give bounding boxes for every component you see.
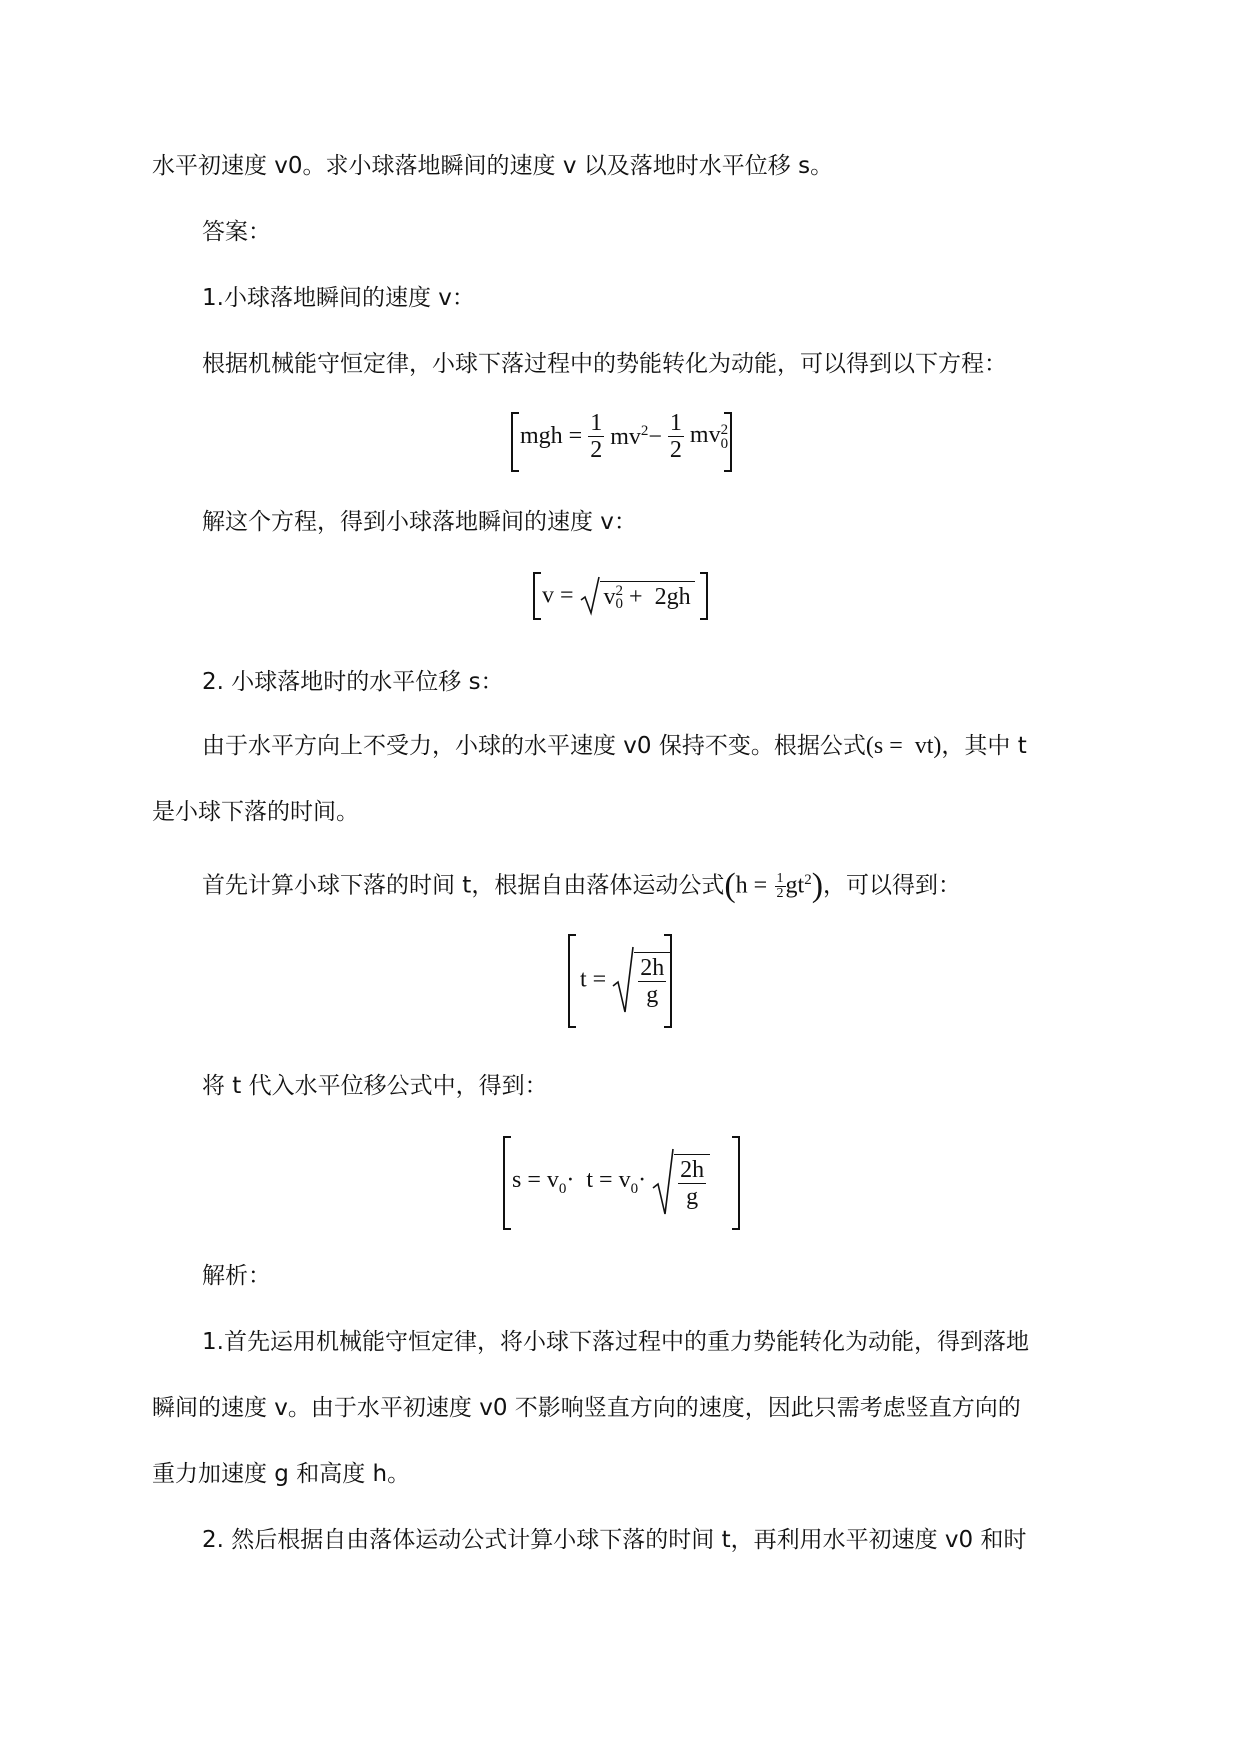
analysis-1-line-2: 瞬间的速度 v。由于水平初速度 v0 不影响竖直方向的速度，因此只需考虑竖直方向的 — [152, 1395, 1021, 1421]
sqrt-symbol — [652, 1148, 674, 1216]
sqrt-symbol — [580, 576, 600, 616]
answer-label: 答案： — [202, 219, 271, 245]
heading-1: 1.小球落地瞬间的速度 v： — [202, 285, 475, 311]
analysis-label: 解析： — [202, 1263, 271, 1289]
analysis-2-line-1: 2. 然后根据自由落体运动公式计算小球下落的时间 t，再利用水平初速度 v0 和时 — [202, 1527, 1027, 1553]
analysis-1-line-3: 重力加速度 g 和高度 h。 — [152, 1461, 411, 1487]
paragraph-3: 解这个方程，得到小球落地瞬间的速度 v： — [202, 509, 637, 535]
paragraph-5: 首先计算小球下落的时间 t，根据自由落体运动公式(h = $\frac{1}{2}$ $gt^2$)，可以得到： — [202, 867, 962, 905]
paragraph-1: 水平初速度 v0。求小球落地瞬间的速度 v 以及落地时水平位移 s。 — [152, 153, 834, 179]
heading-2: 2. 小球落地时的水平位移 s： — [202, 669, 504, 695]
paragraph-4-line-2: 是小球下落的时间。 — [152, 799, 359, 825]
paragraph-2: 根据机械能守恒定律，小球下落过程中的势能转化为动能，可以得到以下方程： — [202, 351, 1007, 377]
analysis-1-line-1: 1.首先运用机械能守恒定律，将小球下落过程中的重力势能转化为动能，得到落地 — [202, 1329, 1029, 1355]
paragraph-6: 将 t 代入水平位移公式中，得到： — [202, 1073, 548, 1099]
sqrt-symbol — [612, 946, 634, 1014]
paragraph-4-line-1: 由于水平方向上不受力，小球的水平速度 v0 保持不变。根据公式(s = vt)，其中 t — [202, 733, 1027, 759]
